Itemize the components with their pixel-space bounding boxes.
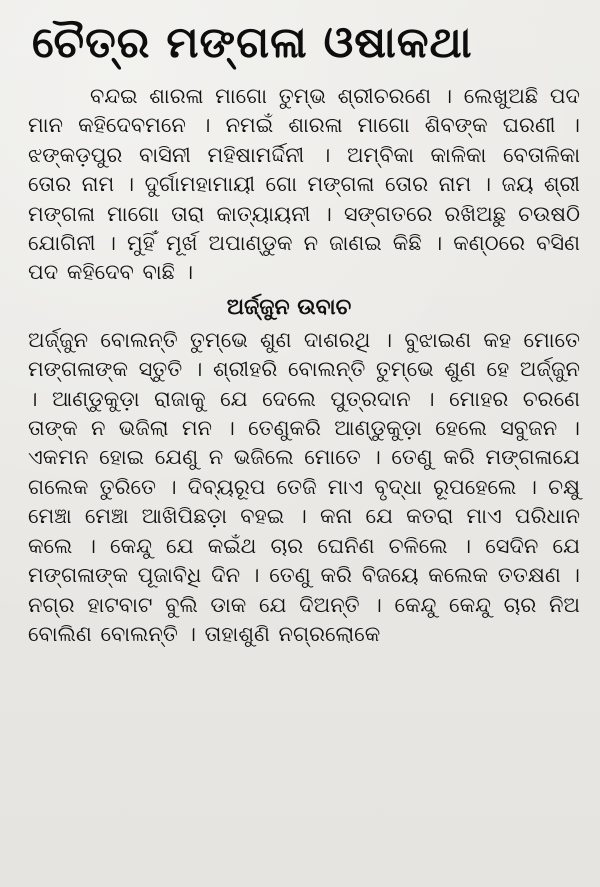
page-title: ଚୈତ୍ର ମଙ୍ଗଳା ଓଷାକଥା — [32, 18, 473, 68]
story-paragraph — [28, 326, 580, 649]
invocation-text: ବନ୍ଦଇ ଶାରଳା ମାଗୋ ତୁମ୍ଭ ଶ୍ରୀଚରଣେ । ଲେଖୁଅଛି ପଦ ମାନ କହିଦେବମନେ । ନମଇଁ ଶାରଳା ମାଗୋ ଶିବଙ୍କ ଘରଣୀ । ଝଙ୍କଡ଼ପୁର ବାସିନୀ ମହିଷାମର୍ଦ୍ଦିନୀ । ଅମ୍ବିକା କାଳିକା ବେତାଳିକା ତୋର ନାମ । ଦୁର୍ଗାମହାମାୟୀ ଗୋ ମଙ୍ଗଳା ତୋର ନାମ । ଜୟ ଶ୍ରୀ ମଙ୍ଗଳା ମାଗୋ ତାରା କାତ୍ୟାୟନୀ । ସଙ୍ଗତରେ ରଖିଅଛୁ ଚଉଷଠି ଯୋଗିନୀ । ମୁହିଁ ମୂର୍ଖ ଅପାଣ୍ଡୁକ ନ ଜାଣଇ କିଛି । କଣ୍ଠରେ ବସିଣ ପଦ କହିଦେବ ବାଛି । — [28, 84, 580, 285]
section-heading: ଅର୍ଜ୍ଜୁନ ଉବାଚ — [226, 294, 352, 320]
invocation-paragraph — [28, 82, 580, 288]
story-text: ଅର୍ଜ୍ଜୁନ ବୋଲନ୍ତି ତୁମ୍ଭେ ଶୁଣ ଦାଶରଥି । ବୁଝାଇଣ କହ ମୋତେ ମଙ୍ଗଳାଙ୍କ ସ୍ତୁତି । ଶ୍ରୀହରି ବୋଲନ୍ତି ତୁମ୍ଭେ ଶୁଣ ହେ ଅର୍ଜ୍ଜୁନ । ଆଣ୍ଡୁକୁଡ଼ା ରାଜାକୁ ଯେ ଦେଲେ ପୁତ୍ରଦାନ । ମୋହର ଚରଣେ ତାଙ୍କ ନ ଭଜିଲା ମନ । ତେଣୁକରି ଆଣ୍ଡୁକୁଡ଼ା ହେଲେ ସବୁଜନ । ଏକମନ ହୋଇ ଯେଣୁ ନ ଭଜିଲେ ମୋତେ । ତେଣୁ କରି ମଙ୍ଗଳାଯେ ଗଲେକ ତୁରିତେ । ଦିବ୍ୟରୂପ ତେଜି ମାଏ ବୃଦ୍ଧା ରୂପହେଲେ । ଚକ୍ଷୁ ମେଞ୍ଚା ମେଞ୍ଚା ଆଖିପିଛଡ଼ା ବହଇ । କନା ଯେ କତରା ମାଏ ପରିଧାନ କଲେ । କେନ୍ଦୁ ଯେ କଇଁଥ ଚାର ଘେନିଣ ଚଳିଲେ । ସେଦିନ ଯେ ମଙ୍ଗଳାଙ୍କ ପୂଜାବିଧି ଦିନ । ତେଣୁ କରି ବିଜୟେ କଲେକ ତତକ୍ଷଣ । ନଗ୍ର ହାଟବାଟ ବୁଲି ଡାକ ଯେ ଦିଅନ୍ତି । କେନ୍ଦୁ କେନ୍ଦୁ ଚାର ନିଅ ବୋଲିଣ ବୋଲନ୍ତି । ତାହାଶୁଣି ନଗ୍ରଲୋକେ — [28, 327, 580, 646]
